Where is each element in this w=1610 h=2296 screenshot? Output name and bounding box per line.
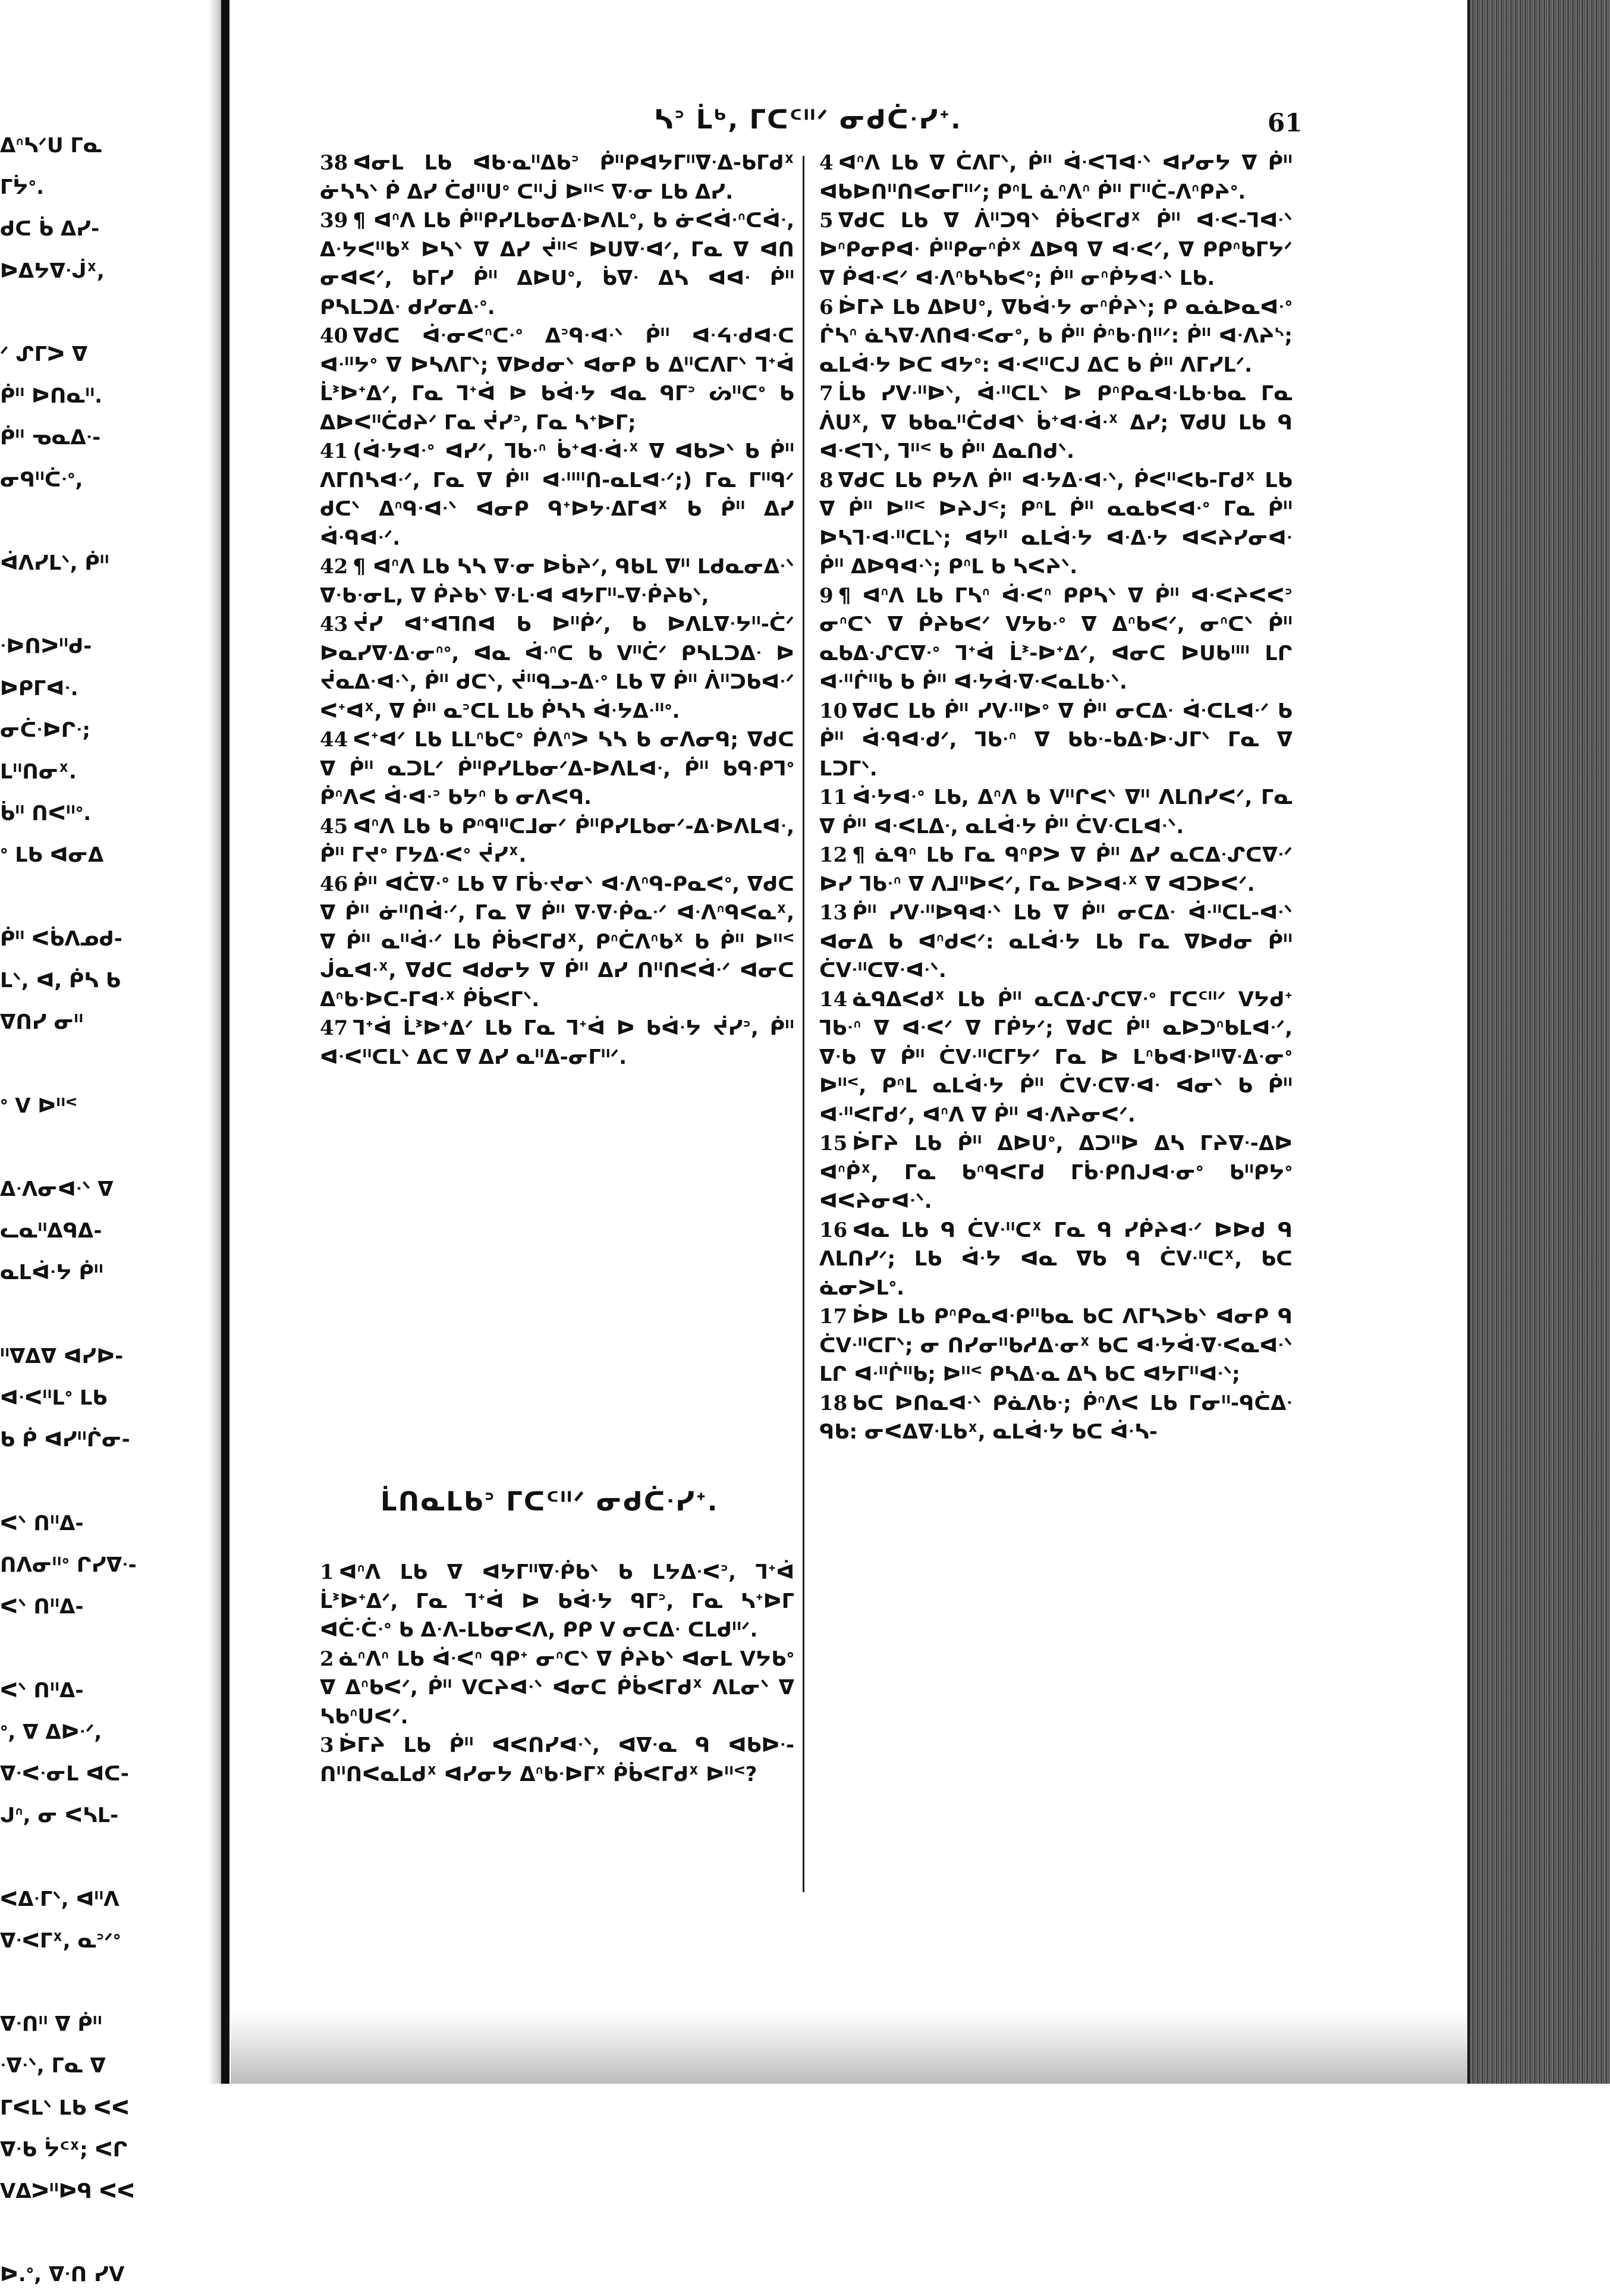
page-number: 61 (1268, 108, 1303, 137)
verse (819, 466, 1293, 582)
left-fragment-line: ᐋᐱᓯᒪᐠ, ᑮᐦ (0, 551, 109, 576)
verse (819, 899, 1293, 985)
verse-number: 13 (819, 901, 848, 925)
left-fragment-line: ᓂᑖᐧᐅᒋᐧ; (0, 718, 90, 742)
verse-text: ᒫᑲ ᓯᐯᐧᐦᐅᐠ, ᐋᐧᐦᑕᒪᐠ ᐅ ᑭᐢᑭᓇᐊᐧᒪᑲᐧᑲᓇ ᒥᓇ ᐲᑌᕽ, ᐁ ᑲᑲᓇᐦᑖᑯᐊᐠ ᑳᕀᐊᐧᐋᐧᕽ ᐃᓯ; ᐁᑯᑌ ᒪᑲ ᑫ ᐊᐧᐸᒣᐠ, ᒣᐦᑉ ᑲ ᑮᐦ ᐃᓇᑎᑯᐠ. (819, 382, 1293, 463)
left-fragment-line: ᐁᐧᑲ ᔮᑦᕽ; ᐸᒋ (0, 2137, 128, 2162)
verse-number: 14 (819, 987, 848, 1012)
verse-text: ᑮᐦ ᐊᑖᐁᐧᐤ ᒪᑲ ᐁ ᒥᑳᐧᔪᓂᐠ ᐊᐧᐱᐢᑫ-ᑭᓇᐸᐤ, ᐁᑯᑕ ᐁ ᑮᐦ ᓃᐦᑎᐋᐧᐟ, ᒥᓇ ᐁ ᑮᐦ ᐁᐧᐁᐧᑮᓇᐧᐟ ᐊᐧᐱᐢᑫᐸᓇᕽ, ᐁ ᑮᐦ ᓇᐦᐋᐧᐟ ᒪᑲ ᑮᑳᐸᒥᑯᕽ, ᑭᐢᑖᐱᐢᑲᕽ ᑲ ᑮᐦ ᐅᐦᑉ ᒎᓇᐊᐧᕽ, ᐁᑯᑕ ᐊᑯᓂᔭ ᐁ ᑮᐦ ᐃᓯ ᑎᐦᑎᐸᐋᐧᐟ ᐊᓂᑕ ᐃᐢᑲᐧᐅᑕ-ᒥᐊᐧᕽ ᑮᑳᐸᒥᐠ. (320, 872, 794, 1012)
verse-text: ᐸᕀᐊᐟ ᒪᑲ ᒪᒪᐢᑲᑕᐤ ᑮᐱᐢᐳ ᓴᓴ ᑲ ᓂᐱᓂᑫ; ᐁᑯᑕ ᐁ ᑮᐦ ᓇᑐᒪᐟ ᑮᐦᑭᓯᒪᑲᓂᐟᐃ-ᐅᐱᒪᐊᐧ, ᑮᐦ ᑲᑫᐧᑭᒣᐤ ᑮᐢᐱᐸ ᐋᐧᐊᐧᐣ ᑲᔭᐢ ᑲ ᓂᐱᐸᑫ. (320, 728, 794, 809)
book-gutter (221, 0, 229, 2084)
verse-text: ᓈᑫᐃᐸᑯᕽ ᒪᑲ ᑮᐦ ᓇᑕᐃᐧᔑᑕᐁᐧᐤ ᒥᑕᑦᐦᐟ ᐯᔭᑯᕀ ᒣᑲᐧᐢ ᐁ ᐊᐧᐸᐟ ᐁ ᒥᑮᔭᐟ; ᐁᑯᑕ ᑮᐦ ᓇᐅᑐᐢᑲᒪᐊᐧᐟ, ᐁᐧᑲ ᐁ ᑮᐦ ᑖᐯᐧᐦᑕᒥᔭᐟ ᒥᓇ ᐅ ᒪᐢᑲᐊᐧᐅᐦᐁᐧᐃᐧᓂᐤ ᐅᐦᑉ, ᑭᐢᒪ ᓇᒪᐋᐧᔭ ᑮᐦ ᑖᐯᐧᑕᐁᐧᐊᐧ ᐊᓂᐠ ᑲ ᑮᐦ ᐊᐧᐦᐸᒥᑯᐟ, ᐊᐢᐱ ᐁ ᑮᐦ ᐊᐧᐱᔨᓂᐸᐟ. (819, 987, 1293, 1127)
verse (819, 1302, 1293, 1389)
left-fragment-line: ᑲ ᑮ ᐊᓯᐦᒌᓂ- (0, 1428, 130, 1452)
left-fragment-line (0, 1836, 205, 1878)
left-fragment-line: ᑮᐦ ᐅᑎᓇᐦ. (0, 384, 103, 409)
left-fragment-line: ᓇᒪᐋᐧᔭ ᑮᐦ (0, 1261, 103, 1285)
verse-number: 10 (819, 699, 848, 723)
left-fragment-line: ᐦᐁᐃᐁ ᐊᓯᐅ- (0, 1344, 124, 1368)
verse-number: 8 (819, 468, 834, 492)
verse (320, 870, 794, 1014)
verse-number: 16 (819, 1218, 848, 1242)
left-fragment-line: ᐁᐧᐸᒥᕽ, ᓇᐣᐟᐤ (0, 1928, 121, 1953)
left-fragment-line: ᐤ ᒪᑲ ᐊᓂᐃ (0, 843, 104, 868)
left-fragment-line (0, 1962, 205, 2003)
verse-text: ᓈᐢᐱᐢ ᒪᑲ ᐋᐧᐸᐢ ᑫᑭᕀ ᓂᐢᑕᐠ ᐁ ᑮᔨᑲᐠ ᐊᓂᒪ ᐯᔭᑲᐤ ᐁ ᐃᐢᑲᐸᐟ, ᑮᐦ ᐯᑕᔨᐊᐧᐠ ᐊᓂᑕ ᑮᑳᐸᒥᑯᕽ ᐱᒪᓂᐠ ᐁ ᓴᑲᐢᑌᐸᐟ. (320, 1647, 794, 1729)
verse-number: 46 (320, 872, 348, 896)
verse-text: ¶ ᓈᑫᐢ ᒪᑲ ᒥᓇ ᑫᐢᑭᐳ ᐁ ᑮᐦ ᐃᓯ ᓇᑕᐃᐧᔑᑕᐁᐧᐟ ᐅᓯ ᒣᑲᐧᐢ ᐁ ᐱᒧᐦᐅᐸᐟ, ᒥᓇ ᐅᐳᐊᐧᕽ ᐁ ᐊᑐᐅᐸᐟ. (819, 843, 1293, 896)
verse-text: ᐆᒥᔨ ᒪᑲ ᑮᐦ ᐃᐅᑌᐤ, ᐃᑐᐦᐅ ᐃᓴ ᒥᔨᐁᐧ-ᐃᐅ ᐊᐢᑮᕽ, ᒥᓇ ᑲᐢᑫᐸᒥᑯ ᒥᑳᐧᑭᑎᒍᐊᐧᓂᐤ ᑲᐦᑭᔭᐤ ᐊᐸᔨᓂᐊᐧᐠ. (819, 1132, 1293, 1213)
left-fragment-line: ᒪᐦᑎᓂᕽ. (0, 760, 77, 784)
left-fragment-line: ᒍᐢ, ᓂ ᐸᓴᒪ- (0, 1804, 119, 1828)
verse-number: 44 (320, 728, 348, 752)
left-fragment-line: ᒥᐸᒪᐠ ᒪᑲ ᐸᐸ (0, 2096, 130, 2120)
verse-number: 41 (320, 439, 348, 463)
left-fragment-line: ᐧᐁᐧᐠ, ᒥᓇ ᐁ (0, 2054, 106, 2078)
left-fragment-line: ᐸᐠ ᑎᐦᐃ- (0, 1595, 84, 1619)
verse-text: ¶ ᐊᐢᐱ ᒪᑲ ᓴᓴ ᐁᐧᓂ ᐅᑳᔨᐟ, ᑫᑲᒪ ᐁᐦ ᒪᑯᓇᓂᐃᐧᐠ ᐁᐧᑲᐧᓂᒪ, ᐁ ᑮᔨᑲᐠ ᐁᐧᒪᐧᐊ ᐊᔭᒥᐦ-ᐁᐧᑮᔨᑲᐠ, (320, 555, 794, 608)
verse-text: ᐊᓂᒪ ᒪᑲ ᐊᑲᐧᓇᐦᐃᑲᐣ ᑮᐦᑭᐊᔭᒥᐦᐁᐧᐃ-ᑲᒥᑯᕽ ᓃᓴᓴᐠ ᑮ ᐃᓯ ᑖᑯᐦᑌᐤ ᑕᐦᒎ ᐅᐦᑉ ᐁᐧᓂ ᒪᑲ ᐃᓯ. (320, 151, 794, 204)
left-fragment-line: ᒥᔮᐤ. (0, 175, 45, 200)
left-fragment-line: ᐁᐧᐸᐧᓂᒪ ᐊᑕ- (0, 1761, 129, 1786)
verse-number: 18 (819, 1391, 848, 1415)
left-fragment-line: ᐧᐅᑎᐳᐦᑯ- (0, 635, 92, 659)
verse (819, 582, 1293, 697)
running-header: ᓴᐣ ᒫᒃ, ᒥᑕᑦᐦᐟ ᓂᑯᑖᐧᓯᕀ. (654, 105, 962, 135)
left-column (320, 149, 794, 1072)
verse-number: 1 (320, 1560, 334, 1584)
verse-text: ¶ ᐊᐢᐱ ᒪᑲ ᑮᐦᑭᓯᒪᑲᓂᐃᐧᐅᐱᒪᐤ, ᑲ ᓃᐸᐋᐧᐢᑕᐋᐧ, ᐃᐧᔭᐸᐦᑲᕽ ᐅᓴᐠ ᐁ ᐃᓯ ᔫᐦᑉ ᐅᑌᐁᐧᐊᐟ, ᒥᓇ ᐁ ᐊᑎ ᓂᐊᐸᐟ, ᑲᒥᓯ ᑮᐦ ᐃᐅᑌᐤ, ᑳᐁᐧ ᐃᓴ ᐊᐊᐧ ᑮᐦ ᑭᓴᒪᑐᐃᐧ ᑯᓯᓂᐃᐧᐤ. (320, 209, 794, 319)
verse (320, 149, 794, 206)
verse-number: 9 (819, 583, 834, 608)
verse (320, 552, 794, 610)
left-fragment-line (0, 584, 205, 626)
verse-number: 6 (819, 295, 834, 319)
left-fragment-line: ᒪᐠ, ᐊ, ᑮᓴ ᑲ (0, 969, 121, 993)
left-fragment-line (0, 1043, 205, 1085)
verse (320, 1014, 794, 1072)
verse-text: ᒣᕀᐋ ᒫᕑᐅᕀᐃᐟ ᒪᑲ ᒥᓇ ᒣᕀᐋ ᐅ ᑲᐋᐧᔭ ᔫᓯᐣ, ᑮᐦ ᐊᐧᐸᐦᑕᒪᐠ ᐃᑕ ᐁ ᐃᓯ ᓇᐦᐃ-ᓂᒥᐦᐟ. (320, 1016, 794, 1069)
page-bottom-shadow (231, 2010, 1467, 2084)
verse (819, 206, 1293, 293)
left-fragment-line: ᐅ.ᐤ, ᐁᐧᑎ ᓯᐯ (0, 2263, 125, 2287)
verse (819, 1216, 1293, 1303)
left-fragment-line: ᐃᐢᓴᐟᑌ ᒥᓇ (0, 134, 102, 158)
verse (320, 206, 794, 322)
verse (819, 985, 1293, 1130)
verse-number: 39 (320, 209, 348, 233)
verse-text: ᐊᓇ ᒪᑲ ᑫ ᑖᐯᐧᐦᑕᕽ ᒥᓇ ᑫ ᓯᑮᔨᐊᐧᐟ ᐅᐅᑯ ᑫ ᐱᒪᑎᓯᐟ; ᒪᑲ ᐋᐧᔭ ᐊᓇ ᐁᑲ ᑫ ᑖᐯᐧᐦᑕᕽ, ᑲᑕ ᓈᓂᐳᒪᐤ. (819, 1218, 1293, 1300)
left-fragment-line (0, 877, 205, 918)
verse-number: 3 (320, 1733, 334, 1757)
left-fragment-line: ᐅᐃᔭᐁᐧᒎᕽ, (0, 259, 105, 283)
left-fragment-line: ᑎᐱᓂᐦᐤ ᒋᓯᐁᐧ- (0, 1553, 137, 1577)
verse (819, 783, 1293, 841)
left-fragment-line (0, 501, 205, 542)
left-column-chapter-16 (320, 1558, 794, 1789)
right-column (819, 149, 1293, 1447)
verse (819, 1389, 1293, 1447)
verse-text: ᑲᑕ ᐅᑎᓇᐊᐧᐠ ᑭᓈᐱᑲᐧ; ᑮᐢᐱᐸ ᒪᑲ ᒥᓂᐦ-ᑫᑖᐃᐧ ᑫᑲ: ᓂᐸᐃᐁᐧᒪᑲᕽ, ᓇᒪᐋᐧᔭ ᑲᑕ ᐋᐧᓴ- (819, 1391, 1293, 1444)
verse-text: ¶ ᐊᐢᐱ ᒪᑲ ᒥᓴᐢ ᐋᐧᐸᐢ ᑭᑭᓴᐠ ᐁ ᑮᐦ ᐊᐧᐸᔨᐸᐸᐣ ᓂᐢᑕᐠ ᐁ ᑮᔨᑲᐸᐟ ᐯᔭᑲᐧᐤ ᐁ ᐃᐢᑲᐸᐟ, ᓂᐢᑕᐠ ᑮᐦ ᓇᑲᐃᐧᔑᑕᐁᐧᐤ ᒣᕀᐋ ᒫᕑ-ᐅᕀᐃᐟ, ᐊᓂᑕ ᐅᑌᑲᐦᐦ ᒪᒋ ᐊᐧᐦᒌᐦᑲ ᑲ ᑮᐦ ᐊᐧᔭᐋᐧᐁᐧᐸᓇᒪᑲᐧᐠ. (819, 583, 1293, 694)
verse-text: ᐆᐅ ᒪᑲ ᑭᐢᑭᓇᐊᐧᑭᐦᑲᓇ ᑲᑕ ᐱᒥᓴᐳᑲᐠ ᐊᓂᑭ ᑫ ᑖᐯᐧᐦᑕᒥᐠ; ᓂ ᑎᓯᓂᐦᑲᓱᐃᐧᓂᕽ ᑲᑕ ᐊᐧᔭᐋᐧᐁᐧᐸᓇᐊᐧᐠ ᒪᒋ ᐊᐧᐦᒌᐦᑲ; ᐅᐦᑉ ᑭᓴᐃᐧᓇ ᐃᓴ ᑲᑕ ᐊᔭᒥᐦᐊᐧᐠ; (819, 1305, 1293, 1386)
left-fragment-line: ᑮᐦ ᐸᑳᐱᓄᑯ- (0, 926, 122, 951)
verse-number: 43 (320, 613, 348, 636)
verse (320, 437, 794, 552)
verse (819, 293, 1293, 380)
verse-number: 4 (819, 151, 834, 175)
verse-text: ᐁᑯᑕ ᒪᑲ ᑮᐦ ᓯᐯᐧᐦᐅᐤ ᐁ ᑮᐦ ᓂᑕᐃᐧ ᐋᐧᑕᒪᐊᐧᐟ ᑲ ᑮᐦ ᐋᐧᑫᐊᐧᑯᐟ, ᒣᑲᐧᐢ ᐁ ᑲᑲᐧ-ᑲᐃᐧᐅᐧᒍᒥᐠ ᒥᓇ ᐁ ᒪᑐᒥᐠ. (819, 699, 1293, 781)
verse (819, 379, 1293, 466)
left-fragment-line: ᐤ ᐯ ᐅᐦᑉ (0, 1094, 77, 1118)
verse (320, 812, 794, 870)
left-fragment-line (0, 292, 205, 334)
verse-number: 45 (320, 814, 348, 838)
left-fragment-line: ᐤ, ᐁ ᐃᐅᐧᐟ, (0, 1720, 102, 1744)
verse-text: ᐋᐧᔭᐊᐧᐤ ᒪᑲ, ᐃᐢᐱ ᑲ ᐯᐦᒋᐸᐠ ᐁᐦ ᐱᒪᑎᓯᐸᐟ, ᒥᓇ ᐁ ᑮᐦ ᐊᐧᐸᒪᐃᐧ, ᓇᒪᐋᐧᔭ ᑮᐦ ᑖᐯᐧᑕᒪᐊᐧᐠ. (819, 786, 1293, 838)
column-divider (803, 156, 804, 1892)
verse-number: 12 (819, 843, 848, 867)
verse-text: ᐊᐢᐱ ᒪᑲ ᐁ ᑖᐱᒥᐠ, ᑮᐦ ᐋᐧᐸᒣᐊᐧᐠ ᐊᓯᓂᔭ ᐁ ᑮᐦ ᐊᑲᐅᑎᐦᑎᐸᓂᒥᐦᐟ; ᑭᐢᒪ ᓈᐢᐱᐢ ᑮᐦ ᒥᐦᑖ-ᐱᐢᑭᔨᐤ. (819, 151, 1293, 204)
verse-number: 47 (320, 1016, 348, 1040)
verse-number: 38 (320, 151, 348, 175)
left-fragment-line: ᑮᐦ ᓀᓇᐃᐧ- (0, 426, 101, 450)
left-fragment-line: ᐁᐧᑎᐦ ᐁ ᑮᐦ (0, 2012, 102, 2037)
left-fragment-line (0, 1628, 205, 1669)
left-fragment-line (0, 1294, 205, 1336)
verse-text: ᐆᒥᔨ ᒪᑲ ᑮᐦ ᐊᐸᑎᓯᐊᐧᐠ, ᐊᐁᐧᓇ ᑫ ᐊᑲᐅᐧ-ᑎᐦᑎᐸᓇᒪᑯᕽ ᐊᓯᓂᔭ ᐃᐢᑲᐧᐅᒥᕽ ᑮᑳᐸᒥᑯᕽ ᐅᐦᑉ? (320, 1733, 794, 1786)
verse-number: 17 (819, 1305, 848, 1328)
chapter-heading: ᒫᑎᓇᒪᑲᐣ ᒥᑕᑦᐦᐟ ᓂᑯᑖᐧᓯᕀ. (381, 1487, 719, 1517)
left-fragment-line: ᓂᑫᐦᑖᐧᐤ, (0, 467, 83, 492)
left-fragment-line: ᐅᑭᒥᐊᐧ. (0, 676, 78, 701)
verse-number: 11 (819, 786, 848, 809)
left-fragment-line: ᐸᐃᐧᒥᐠ, ᐊᐦᐱ (0, 1887, 120, 1911)
verse (320, 1731, 794, 1789)
verse-number: 7 (819, 382, 834, 406)
verse (819, 1129, 1293, 1216)
verse-number: 42 (320, 555, 348, 579)
verse-text: (ᐋᐧᔭᐊᐧᐤ ᐊᓯᐟ, ᒣᑲᐧᐢ ᑳᕀᐊᐧᐋᐧᕽ ᐁ ᐊᑲᐳᐠ ᑲ ᑮᐦ ᐱᒥᑎᓴᐊᐧᐟ, ᒥᓇ ᐁ ᑮᐦ ᐊᐧᐦᐦᑎ-ᓇᒪᐊᐧᐟ;) ᒥᓇ ᒥᐦᑫᐟ ᑯᑕᐠ ᐃᐢᑫᐧᐊᐧᐠ ᐊᓂᑭ ᑫᕀᐅᔭᐧᐃᒥᐊᕽ ᑲ ᑮᐦ ᐃᓯ ᐋᐧᑫᐊᐧᐟ. (320, 439, 794, 550)
verse-text: ᑮᐦ ᓯᐯᐧᐦᐅᑫᐊᐧᐠ ᒪᑲ ᐁ ᑮᐦ ᓂᑕᐃᐧ ᐋᐧᐦᑕᒪ-ᐊᐧᐠ ᐊᓂᐃ ᑲ ᐊᐢᑯᐸᐟ: ᓇᒪᐋᐧᔭ ᒪᑲ ᒥᓇ ᐁᐅᑯᓂ ᑮᐦ ᑖᐯᐧᐦᑕᐁᐧᐊᐧᐠ. (819, 901, 1293, 982)
left-fragment-line: ᐃᐧᐱᓂᐊᐧᐠ ᐁ (0, 1177, 114, 1202)
left-page (0, 0, 226, 2287)
verse (320, 725, 794, 812)
verse (320, 1645, 794, 1732)
verse-text: ᔫᓯ ᐊᕀᐊᒣᑎᐊ ᑲ ᐅᐦᑮᐟ, ᑲ ᐅᐱᒪᐁᐧᔭᐦ-ᑖᐟ ᐅᓇᓯᐁᐧᐃᐧᓂᐢᐤ, ᐊᓇ ᐋᐧᐢᑕ ᑲ ᐯᐦᑖᐟ ᑭᓴᒪᑐᐃᐧ ᐅ ᔫᓇᐃᐧᐊᐧᐠ, ᑮᐦ ᑯᑕᐠ, ᔫᐦᑫᓗ-ᐃᐧᐤ ᒪᑲ ᐁ ᑮᐦ ᐲᐦᑐᑲᐊᐧᐟ ᐸᕀᐊᕽ, ᐁ ᑮᐦ ᓇᐣᑕᒪ ᒪᑲ ᑮᓴᓴ ᐋᐧᔭᐃᐧᐦᐤ. (320, 613, 794, 723)
left-fragment-line (0, 1461, 205, 1503)
verse (320, 322, 794, 437)
left-page-text-fragments (0, 125, 205, 2296)
verse-text: ᐊᐢᐱ ᒪᑲ ᐁ ᐊᔭᒥᐦᐁᐧᑮᑲᐠ ᑲ ᒪᔭᐃᐧᐸᐣ, ᒣᕀᐋ ᒫᕑᐅᕀᐃᐟ, ᒥᓇ ᒣᕀᐋ ᐅ ᑲᐋᐧᔭ ᑫᒥᐣ, ᒥᓇ ᓴᕀᐅᒥ ᐊᑖᐧᑖᐧᐤ ᑲ ᐃᐧᐱ-ᒪᑲᓂᐸᐱ, ᑭᑭ ᐯ ᓂᑕᐃᐧ ᑕᒪᑯᐦᐟ. (320, 1560, 794, 1642)
verse-text: ᐊᐢᐱ ᒪᑲ ᑲ ᑭᐢᑫᐦᑕᒧᓂᐟ ᑮᐦᑭᓯᒪᑲᓂᐟ-ᐃᐧᐅᐱᒪᐊᐧ, ᑮᐦ ᒥᔪᐤ ᒥᔭᐃᐧᐸᐤ ᔫᓯᕽ. (320, 814, 794, 867)
verse-text: ᐁᑯᑕ ᒪᑲ ᑭᔭᐱ ᑮᐦ ᐊᐧᔭᐃᐧᐊᐧᐠ, ᑮᐸᐦᐸᑲ-ᒥᑯᕽ ᒪᑲ ᐁ ᑮᐦ ᐅᐦᑉ ᐅᔨᒍᑉ; ᑭᐢᒪ ᑮᐦ ᓇᓇᑲᐸᐊᐧᐤ ᒥᓇ ᑮᐦ ᐅᓴᒣᐧᐊᐧᐦᑕᒪᐠ; ᐊᔭᐦ ᓇᒪᐋᐧᔭ ᐊᐧᐃᐧᔭ ᐊᐸᔨᓯᓂᐊᐧ ᑮᐦ ᐃᐅᑫᐊᐧᐠ; ᑭᐢᒪ ᑲ ᓴᐸᔨᐠ. (819, 468, 1293, 579)
verse-number: 15 (819, 1132, 848, 1155)
left-fragment-line: ᐯᐃᐳᐦᐅᑫ ᐸᐸ (0, 2179, 135, 2203)
left-fragment-line: ᐊᐧᐸᐦᒪᐤ ᒪᑲ (0, 1386, 108, 1411)
left-fragment-line (0, 2212, 205, 2254)
verse (819, 149, 1293, 206)
left-fragment-line: ᐁᑎᓯ ᓂᐦ (0, 1010, 84, 1035)
left-fragment-line: ᑳᐦ ᑎᐸᐦᐤ. (0, 802, 92, 826)
verse-number: 5 (819, 209, 834, 233)
book-page-edges (1467, 0, 1610, 2084)
verse-number: 40 (320, 324, 348, 348)
left-fragment-line: ᐸᐠ ᑎᐦᐃ- (0, 1678, 84, 1703)
verse-text: ᐁᑯᑕ ᒪᑲ ᐁ ᐲᐦᑐᑫᐠ ᑮᑳᐸᒥᑯᕽ ᑮᐦ ᐊᐧᐸ-ᒣᐊᐧᐠ ᐅᐢᑭᓂᑭᐊᐧ ᑮᐦᑭᓂᐢᑮᕽ ᐃᐅᑫ ᐁ ᐊᐧᐸᐟ, ᐁ ᑭᑭᐢᑲᒥᔭᐟ ᐁ ᑮᐊᐧᐸᐟ ᐊᐧᐱᐢᑲᓴᑲᐸᐤ; ᑮᐦ ᓂᐢᑮᔭᐊᐧᐠ ᒪᑲ. (819, 209, 1293, 290)
verse-text: ᐆᒥᔨ ᒪᑲ ᐃᐅᑌᐤ, ᐁᑲᐋᐧᔭ ᓂᐢᑮᔨᐠ; ᑭ ᓇᓈᐅᓇᐊᐧᐤ ᒌᓴᐢ ᓈᓴᐁᐧᐱᑎᐊᐧᐸᓂᐤ, ᑲ ᑮᐦ ᑮᐢᑲᐧᑎᐦᐟ: ᑮᐦ ᐊᐧᐱᔨᔅ; ᓇᒪᐋᐧᔭ ᐅᑕ ᐊᔭᐤ: ᐊᐧᐸᐦᑕᒍ ᐃᑕ ᑲ ᑮᐦ ᐱᒥᓯᒪᐟ. (819, 295, 1293, 377)
verse (819, 697, 1293, 784)
verse-number: 2 (320, 1647, 334, 1671)
verse (320, 1558, 794, 1645)
left-fragment-line: ᑯᑕ ᑳ ᐃᓯ- (0, 217, 100, 241)
verse-text: ᐁᑯᑕ ᐋᐧᓂᐸᐢᑕᐧᐤ ᐃᐣᑫᐧᐊᐧᐠ ᑮᐦ ᐊᐧᔦᐧᑯᐊᐧᑕ ᐊᐧᐦᔭᐤ ᐁ ᐅᓴᐱᒥᐠ; ᐁᐅᑯᓂᐠ ᐊᓂᑭ ᑲ ᐃᐦᑕᐱᒥᐠ ᒣᕀᐋ ᒫᕑᐅᕀᐃᐟ, ᒥᓇ ᒣᕀᐋ ᐅ ᑲᐋᐧᔭ ᐊᓇ ᑫᒥᐣ ᔖᐦᑕᐤ ᑲ ᐃᐅᐸᐦᑖᑯᔨᐟ ᒥᓇ ᔫᓯᐣ, ᒥᓇ ᓴᕀᐅᒥ; (320, 324, 794, 435)
left-fragment-line: ᐸᐠ ᑎᐦᐃ- (0, 1511, 84, 1535)
verse (320, 610, 794, 725)
left-fragment-line: ᐟ ᔑᒥᐳ ᐁ (0, 343, 88, 367)
verse (819, 841, 1293, 899)
left-fragment-line: ᓚᓇᐦᐃᑫᐃ- (0, 1219, 102, 1243)
left-fragment-line (0, 1127, 205, 1169)
